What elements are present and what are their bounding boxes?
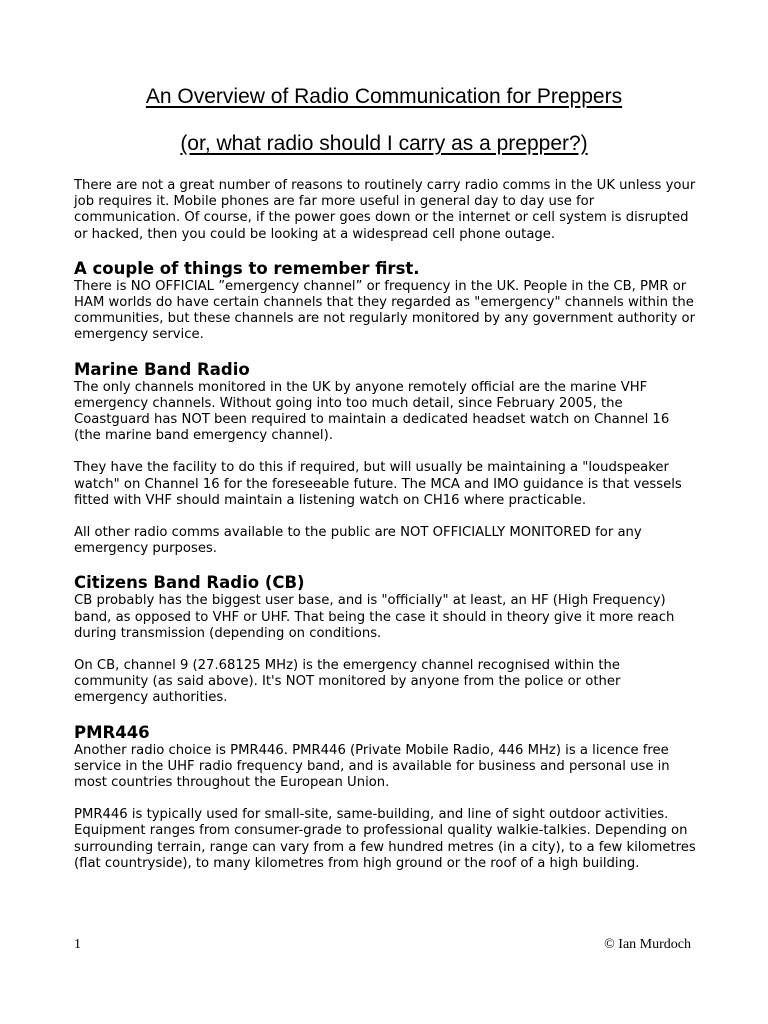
section-heading: A couple of things to remember first. <box>74 258 420 278</box>
copyright-notice: © Ian Murdoch <box>604 937 691 952</box>
section-paragraph: On CB, channel 9 (27.68125 MHz) is the emergency channel recognised within the community (as said above). It's NOT monitored by anyone from the police or other emergency authorities. <box>74 658 621 706</box>
section-heading: Citizens Band Radio (CB) <box>74 573 305 593</box>
section-paragraph: They have the facility to do this if required, but will usually be maintaining a "loudspeaker watch" on Channel 16 for the foreseeable future. The MCA and IMO guidance is that vessels fitted with VHF should maintain a listening watch on CH16 where practicable. <box>74 460 682 508</box>
section-pmr446 <box>74 723 698 872</box>
page-number: 1 <box>74 937 81 952</box>
section-heading: PMR446 <box>74 722 150 742</box>
document-title: An Overview of Radio Communication for Preppers <box>145 85 623 108</box>
section-marine-band <box>74 360 698 558</box>
section-paragraph: All other radio comms available to the public are NOT OFFICIALLY MONITORED for any emergency purposes. <box>74 525 642 557</box>
section-citizens-band <box>74 573 698 706</box>
section-heading: Marine Band Radio <box>74 359 250 379</box>
intro-paragraph: There are not a great number of reasons to routinely carry radio comms in the UK unless your job requires it. Mobile phones are far more useful in general day to day use for communication. Of course, if the power goes down or the internet or cell system is disrupted or hacked, then you could be looking at a widespread cell phone outage. <box>74 178 696 242</box>
section-paragraph: Another radio choice is PMR446. PMR446 (Private Mobile Radio, 446 MHz) is a licence free service in the UHF radio frequency band, and is available for business and personal use in most countries throughout the European Union. <box>74 742 670 791</box>
document-body <box>74 178 698 888</box>
section-remember-first <box>74 259 698 344</box>
section-paragraph: The only channels monitored in the UK by anyone remotely official are the marine VHF emergency channels. Without going into too much detail, since February 2005, the Coastguard has NOT been required to maintain a dedicated headset watch on Channel 16 (the marine band emergency channel). <box>74 379 670 444</box>
section-paragraph: CB probably has the biggest user base, and is "officially" at least, an HF (High Frequency) band, as opposed to VHF or UHF. That being the case it should in theory give it more reach during transmission (depending on conditions. <box>74 593 675 641</box>
section-paragraph: There is NO OFFICIAL ”emergency channel” or frequency in the UK. People in the CB, PMR or HAM worlds do have certain channels that they regarded as "emergency" channels within the communities, but these channels are not regularly monitored by any government authority or emergency service. <box>74 278 696 343</box>
document-subtitle: (or, what radio should I carry as a prepper?) <box>180 132 588 155</box>
section-paragraph: PMR446 is typically used for small-site, same-building, and line of sight outdoor activities. Equipment ranges from consumer-grade to professional quality walkie-talkies. Depending on surrounding terrain, range can vary from a few hundred metres (in a city), to a few kilometres (flat countryside), to many kilometres from high ground or the roof of a high building. <box>74 807 696 871</box>
